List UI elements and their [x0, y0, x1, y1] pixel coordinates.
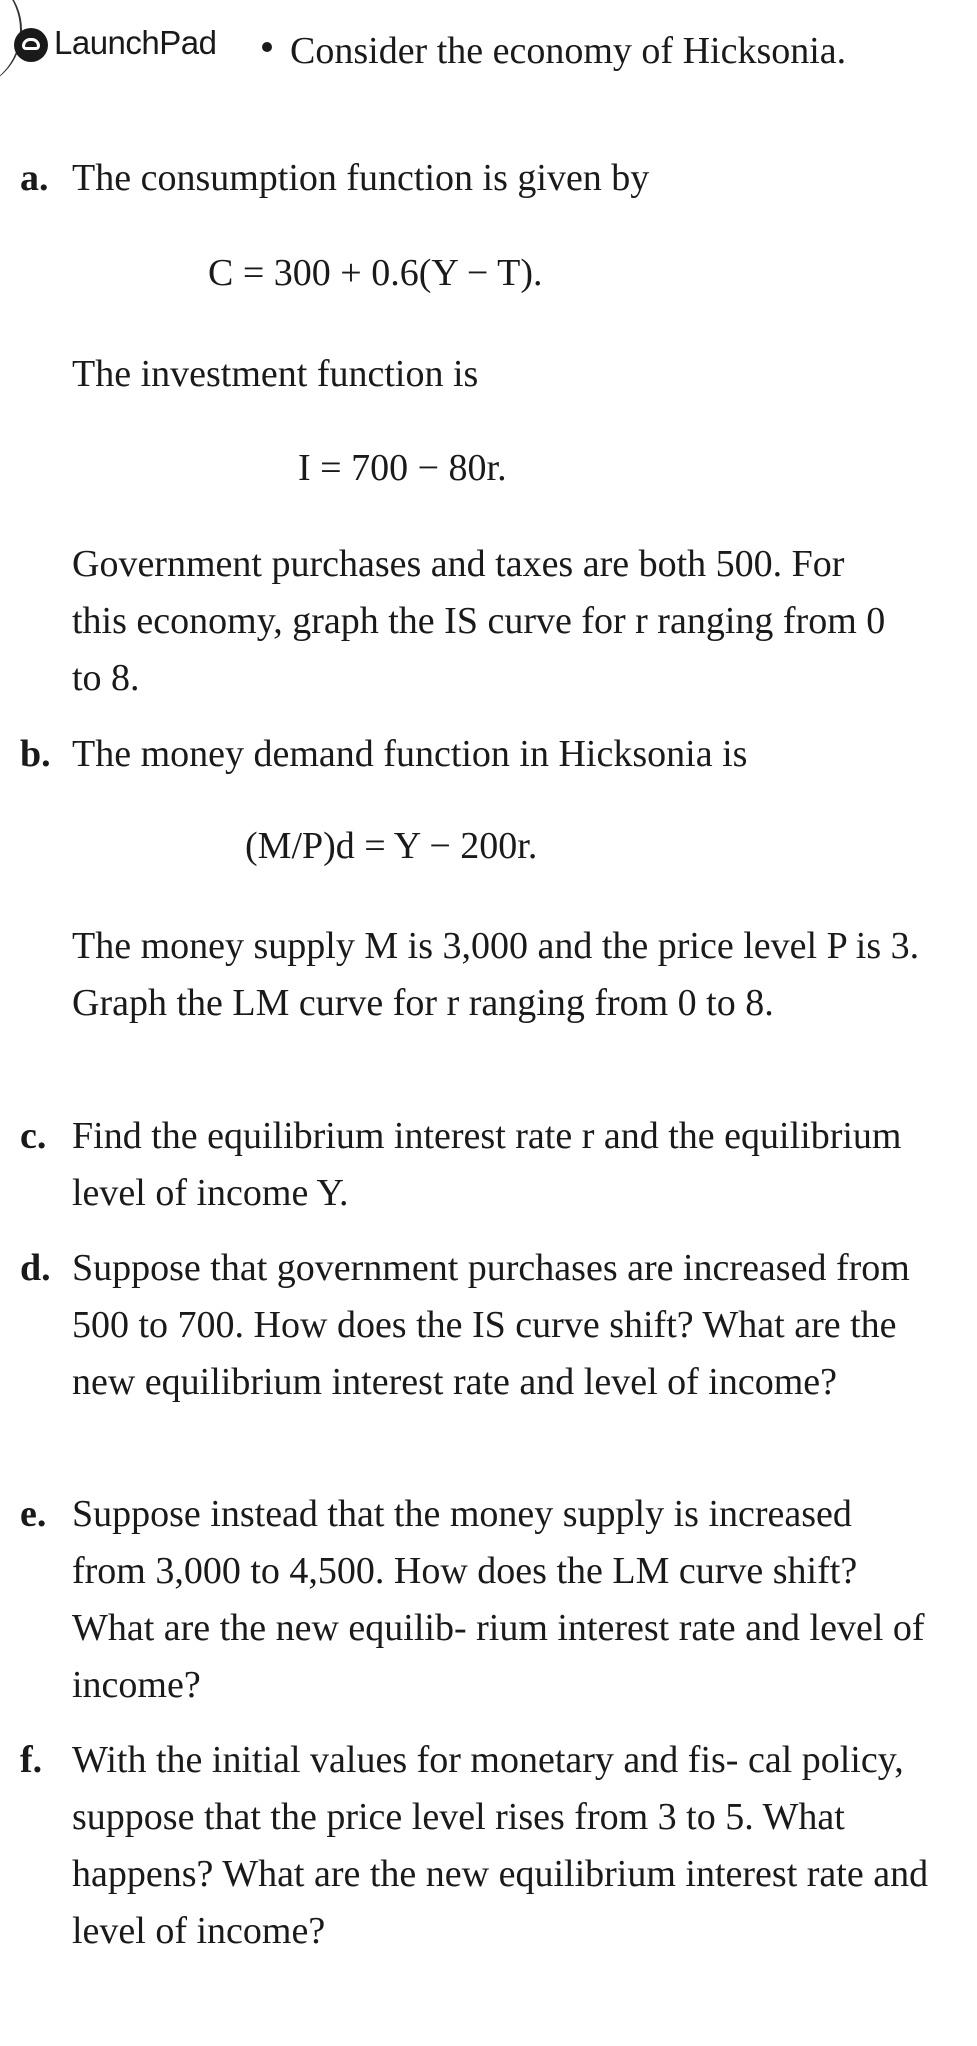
part-d-para: Suppose that government purchases are increased from 500 to 700. How does the IS curve shift? What are the new equilibrium interest rate and level of income? [72, 1247, 910, 1403]
part-a-letter: a. [20, 157, 49, 199]
part-c-letter: c. [20, 1115, 47, 1157]
part-f-letter: f. [20, 1739, 43, 1781]
problem-intro: Consider the economy of Hicksonia. [290, 30, 847, 72]
part-b [20, 726, 960, 783]
investment-equation: I = 700 − 80r. [298, 447, 507, 489]
part-a-line2: The investment function is [72, 353, 479, 395]
part-b-letter: b. [20, 733, 51, 775]
part-a [20, 150, 960, 207]
part-f-para: With the initial values for monetary and fis- cal policy, suppose that the price level rises from 3 to 5. What happens? What are the new equilibrium interest rate and level of income? [72, 1739, 929, 1952]
money-demand-equation: (M/P)d = Y − 200r. [245, 825, 538, 867]
part-e-letter: e. [20, 1493, 47, 1535]
part-f [20, 1732, 960, 1960]
part-a-para: Government purchases and taxes are both 500. For this economy, graph the IS curve for r ranging from 0 to 8. [72, 543, 886, 699]
part-a-paragraph [20, 536, 960, 707]
part-b-para: The money supply M is 3,000 and the price level P is 3. Graph the LM curve for r ranging from 0 to 8. [72, 925, 920, 1024]
part-c [20, 1108, 960, 1222]
part-b-line1: The money demand function in Hicksonia is [72, 733, 748, 775]
part-a-investment [20, 346, 960, 403]
part-c-para: Find the equilibrium interest rate r and the equilibrium level of income Y. [72, 1115, 902, 1214]
part-a-line1: The consumption function is given by [72, 157, 650, 199]
part-e [20, 1486, 960, 1714]
brand-label: LaunchPad [54, 24, 217, 61]
part-d-letter: d. [20, 1247, 51, 1289]
consumption-equation: C = 300 + 0.6(Y − T). [208, 252, 543, 294]
part-b-paragraph [20, 918, 960, 1032]
part-d [20, 1240, 960, 1411]
part-e-para: Suppose instead that the money supply is increased from 3,000 to 4,500. How does the LM curve shift? What are the new equilib- rium interest rate and level of income? [72, 1493, 925, 1706]
